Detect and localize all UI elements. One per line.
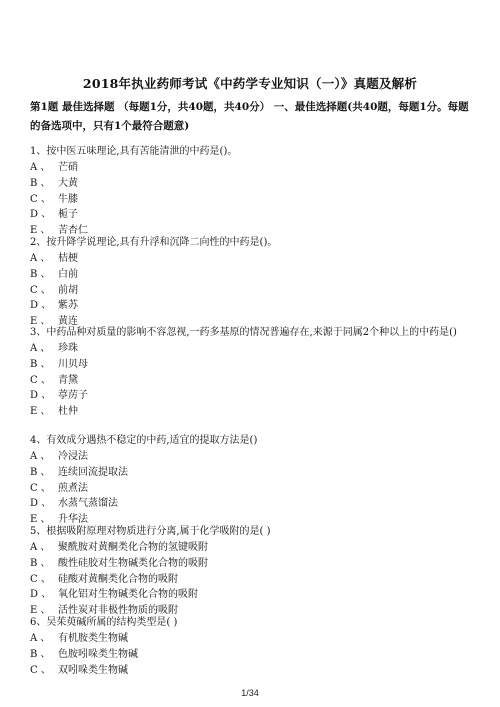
option-key: A 、 <box>30 542 51 553</box>
option-text: 葶苈子 <box>58 390 88 402</box>
option-key: E 、 <box>30 605 51 617</box>
option-b <box>30 647 470 663</box>
option-text: 色胺吲哚类生物碱 <box>58 648 138 660</box>
option-text: 芒硝 <box>58 162 78 173</box>
option-text: 苦杏仁 <box>58 225 88 237</box>
option-key: C 、 <box>30 664 51 676</box>
option-a <box>30 631 470 647</box>
option-key: B 、 <box>30 557 51 569</box>
option-b <box>30 465 470 481</box>
option-text: 氧化铝对生物碱类化合物的吸附 <box>58 589 198 601</box>
option-a <box>30 341 470 357</box>
option-a <box>30 540 470 556</box>
option-key: B 、 <box>30 648 51 660</box>
option-key: D 、 <box>30 300 52 312</box>
option-text: 硅酸对黄酮类化合物的吸附 <box>58 573 178 585</box>
option-a <box>30 251 470 267</box>
option-text: 珍珠 <box>58 343 78 354</box>
option-b <box>30 267 470 283</box>
option-text: 活性炭对非极性物质的吸附 <box>58 605 178 617</box>
option-text: 水蒸气蒸馏法 <box>58 498 118 510</box>
option-key: B 、 <box>30 466 51 478</box>
option-d <box>30 496 470 512</box>
option-text: 酸性硅胶对生物碱类化合物的吸附 <box>58 557 208 569</box>
option-key: B 、 <box>30 177 51 189</box>
option-d <box>30 587 470 603</box>
option-key: C 、 <box>30 482 51 494</box>
question-6 <box>30 614 470 678</box>
option-key: D 、 <box>30 209 52 221</box>
option-key: A 、 <box>30 633 51 644</box>
option-text: 连续回流提取法 <box>58 466 128 478</box>
option-key: E 、 <box>30 225 51 237</box>
option-text: 冷浸法 <box>58 451 88 462</box>
option-c <box>30 481 470 497</box>
option-text: 有机胺类生物碱 <box>58 633 128 644</box>
option-key: E 、 <box>30 406 51 418</box>
option-c <box>30 373 470 389</box>
option-c <box>30 663 470 679</box>
page-indicator: 1/34 <box>241 688 259 698</box>
question-5 <box>30 523 470 619</box>
question-stem: 3、中药品种对质量的影响不容忽视,一药多基原的情况普遍存在,来源于同属2个种以上的中药是() <box>30 327 457 338</box>
question-stem: 4、有效成分遇热不稳定的中药,适宜的提取方法是() <box>30 435 258 446</box>
option-key: C 、 <box>30 193 51 205</box>
option-key: A 、 <box>30 253 51 264</box>
option-key: C 、 <box>30 284 51 296</box>
option-key: A 、 <box>30 343 51 354</box>
option-text: 聚酰胺对黄酮类化合物的氢键吸附 <box>58 542 208 553</box>
option-text: 栀子 <box>58 209 78 221</box>
option-key: D 、 <box>30 390 52 402</box>
option-key: A 、 <box>30 451 51 462</box>
option-e <box>30 404 470 420</box>
question-stem: 2、按升降学说理论,具有升浮和沉降二向性的中药是()。 <box>30 237 278 248</box>
option-key: D 、 <box>30 498 52 510</box>
option-b <box>30 357 470 373</box>
option-b <box>30 176 470 192</box>
question-1 <box>30 143 470 239</box>
option-text: 大黄 <box>58 177 78 189</box>
option-text: 青黛 <box>58 374 78 386</box>
option-text: 紫苏 <box>58 300 78 312</box>
page-title: 2018年执业药师考试《中药学专业知识（一）》真题及解析 <box>82 76 418 91</box>
option-key: C 、 <box>30 573 51 585</box>
option-text: 煎煮法 <box>58 482 88 494</box>
question-stem: 5、根据吸附原理对物质进行分离,属于化学吸附的是( ) <box>30 526 271 537</box>
question-stem: 1、按中医五味理论,具有苦能清泄的中药是()。 <box>30 146 238 157</box>
option-c <box>30 572 470 588</box>
option-key: E 、 <box>30 316 51 328</box>
question-2 <box>30 234 470 330</box>
option-key: A 、 <box>30 162 51 173</box>
question-3 <box>30 324 470 420</box>
option-text: 升华法 <box>58 514 88 526</box>
option-d <box>30 207 470 223</box>
option-text: 桔梗 <box>58 253 78 264</box>
option-b <box>30 556 470 572</box>
option-text: 双吲哚类生物碱 <box>58 664 128 676</box>
option-text: 牛膝 <box>58 193 78 205</box>
option-c <box>30 192 470 208</box>
option-d <box>30 388 470 404</box>
option-c <box>30 283 470 299</box>
option-a <box>30 449 470 465</box>
question-stem: 6、吴茱萸碱所属的结构类型是( ) <box>30 617 178 628</box>
option-text: 黄连 <box>58 316 78 328</box>
option-key: B 、 <box>30 268 51 280</box>
option-key: C 、 <box>30 374 51 386</box>
option-key: D 、 <box>30 589 52 601</box>
option-text: 白前 <box>58 268 78 280</box>
option-text: 川贝母 <box>58 358 88 370</box>
option-key: E 、 <box>30 514 51 526</box>
option-text: 前胡 <box>58 284 78 296</box>
option-text: 杜仲 <box>58 406 78 418</box>
section-header: 第1题 最佳选择题 （每题1分，共40题，共40分） 一、最佳选择题(共40题，每题1分。每题的备选项中，只有1个最符合题意) <box>30 101 469 132</box>
question-4 <box>30 432 470 528</box>
option-a <box>30 160 470 176</box>
option-key: B 、 <box>30 358 51 370</box>
option-d <box>30 298 470 314</box>
